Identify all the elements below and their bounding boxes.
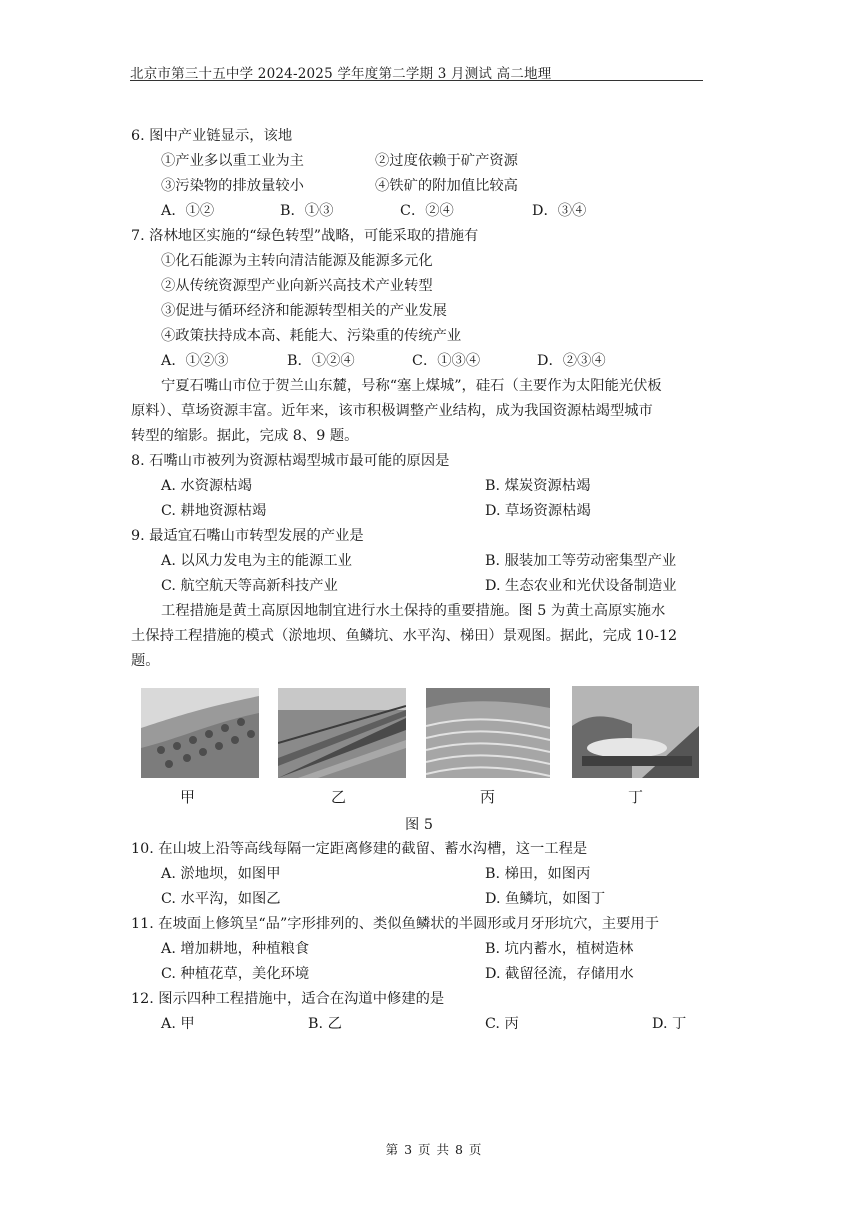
passage-2-line-3: 题。 [131, 653, 160, 669]
q10-option-b: B. 梯田，如图丙 [485, 866, 591, 882]
photo-ding [572, 686, 699, 778]
q12-option-c: C. 丙 [485, 1016, 519, 1032]
q10-option-a: A. 淤地坝，如图甲 [161, 866, 281, 882]
q8-option-c: C. 耕地资源枯竭 [161, 503, 267, 519]
q11-option-b: B. 坑内蓄水，植树造林 [485, 941, 634, 957]
q12-stem: 12. 图示四种工程措施中，适合在沟道中修建的是 [131, 991, 445, 1007]
q9-option-a: A. 以风力发电为主的能源工业 [161, 553, 352, 569]
q6-statement-1: ①产业多以重工业为主 [161, 153, 304, 169]
q11-option-a: A. 增加耕地，种植粮食 [161, 941, 310, 957]
q7-statement-2: ②从传统资源型产业向新兴高技术产业转型 [161, 278, 433, 294]
passage-2-line-2: 土保持工程措施的模式（淤地坝、鱼鳞坑、水平沟、梯田）景观图。据此，完成 10-12 [131, 628, 678, 644]
q7-stem: 7. 洛林地区实施的“绿色转型”战略，可能采取的措施有 [131, 228, 479, 244]
q6-statement-3: ③污染物的排放量较小 [161, 178, 304, 194]
q8-option-d: D. 草场资源枯竭 [485, 503, 591, 519]
q9-option-c: C. 航空航天等高新科技产业 [161, 578, 338, 594]
photo-jia [141, 688, 259, 778]
q7-statement-3: ③促进与循环经济和能源转型相关的产业发展 [161, 303, 447, 319]
passage-1-line-1: 宁夏石嘴山市位于贺兰山东麓，号称“塞上煤城”，硅石（主要作为太阳能光伏板 [161, 378, 662, 394]
q6-statement-2: ②过度依赖于矿产资源 [375, 153, 518, 169]
q12-option-d: D. 丁 [652, 1016, 687, 1032]
q7-option-c: C．①③④ [412, 353, 481, 369]
q8-stem: 8. 石嘴山市被列为资源枯竭型城市最可能的原因是 [131, 453, 450, 469]
q7-statement-1: ①化石能源为主转向清洁能源及能源多元化 [161, 253, 433, 269]
q7-statement-4: ④政策扶持成本高、耗能大、污染重的传统产业 [161, 328, 462, 344]
q6-statement-4: ④铁矿的附加值比较高 [375, 178, 518, 194]
q6-option-a: A．①② [161, 203, 215, 219]
caption-ding: 丁 [628, 788, 644, 806]
photo-bing [426, 688, 550, 778]
q7-option-d: D．②③④ [537, 353, 606, 369]
passage-1-line-2: 原料）、草场资源丰富。近年来，该市积极调整产业结构，成为我国资源枯竭型城市 [131, 403, 653, 419]
q9-stem: 9. 最适宜石嘴山市转型发展的产业是 [131, 528, 364, 544]
page-header: 北京市第三十五中学 2024-2025 学年度第二学期 3 月测试 高二地理 [130, 66, 552, 82]
q7-option-a: A．①②③ [161, 353, 229, 369]
figure-title: 图 5 [405, 817, 433, 833]
q10-option-c: C. 水平沟，如图乙 [161, 891, 281, 907]
q10-stem: 10. 在山坡上沿等高线每隔一定距离修建的截留、蓄水沟槽，这一工程是 [131, 841, 588, 857]
q11-option-c: C. 种植花草，美化环境 [161, 966, 310, 982]
q11-option-d: D. 截留径流，存储用水 [485, 966, 634, 982]
caption-bing: 丙 [480, 788, 496, 806]
passage-1-line-3: 转型的缩影。据此，完成 8、9 题。 [131, 428, 359, 444]
q12-option-a: A. 甲 [161, 1016, 195, 1032]
q7-option-b: B．①②④ [287, 353, 355, 369]
q6-option-c: C．②④ [400, 203, 454, 219]
q10-option-d: D. 鱼鳞坑，如图丁 [485, 891, 606, 907]
q8-option-a: A. 水资源枯竭 [161, 478, 252, 494]
caption-jia: 甲 [180, 788, 196, 806]
q6-stem: 6. 图中产业链显示，该地 [131, 128, 293, 144]
caption-yi: 乙 [331, 788, 347, 806]
q9-option-b: B. 服装加工等劳动密集型产业 [485, 553, 677, 569]
q12-option-b: B. 乙 [308, 1016, 342, 1032]
q6-option-b: B．①③ [280, 203, 334, 219]
q8-option-b: B. 煤炭资源枯竭 [485, 478, 591, 494]
header-rule [130, 80, 703, 81]
passage-2-line-1: 工程措施是黄土高原因地制宜进行水土保持的重要措施。图 5 为黄土高原实施水 [161, 603, 666, 619]
q11-stem: 11. 在坡面上修筑呈“品”字形排列的、类似鱼鳞状的半圆形或月牙形坑穴，主要用于 [131, 916, 659, 932]
page-footer: 第 3 页 共 8 页 [385, 1142, 483, 1157]
q6-option-d: D．③④ [532, 203, 587, 219]
photo-yi [278, 688, 406, 778]
q9-option-d: D. 生态农业和光伏设备制造业 [485, 578, 677, 594]
